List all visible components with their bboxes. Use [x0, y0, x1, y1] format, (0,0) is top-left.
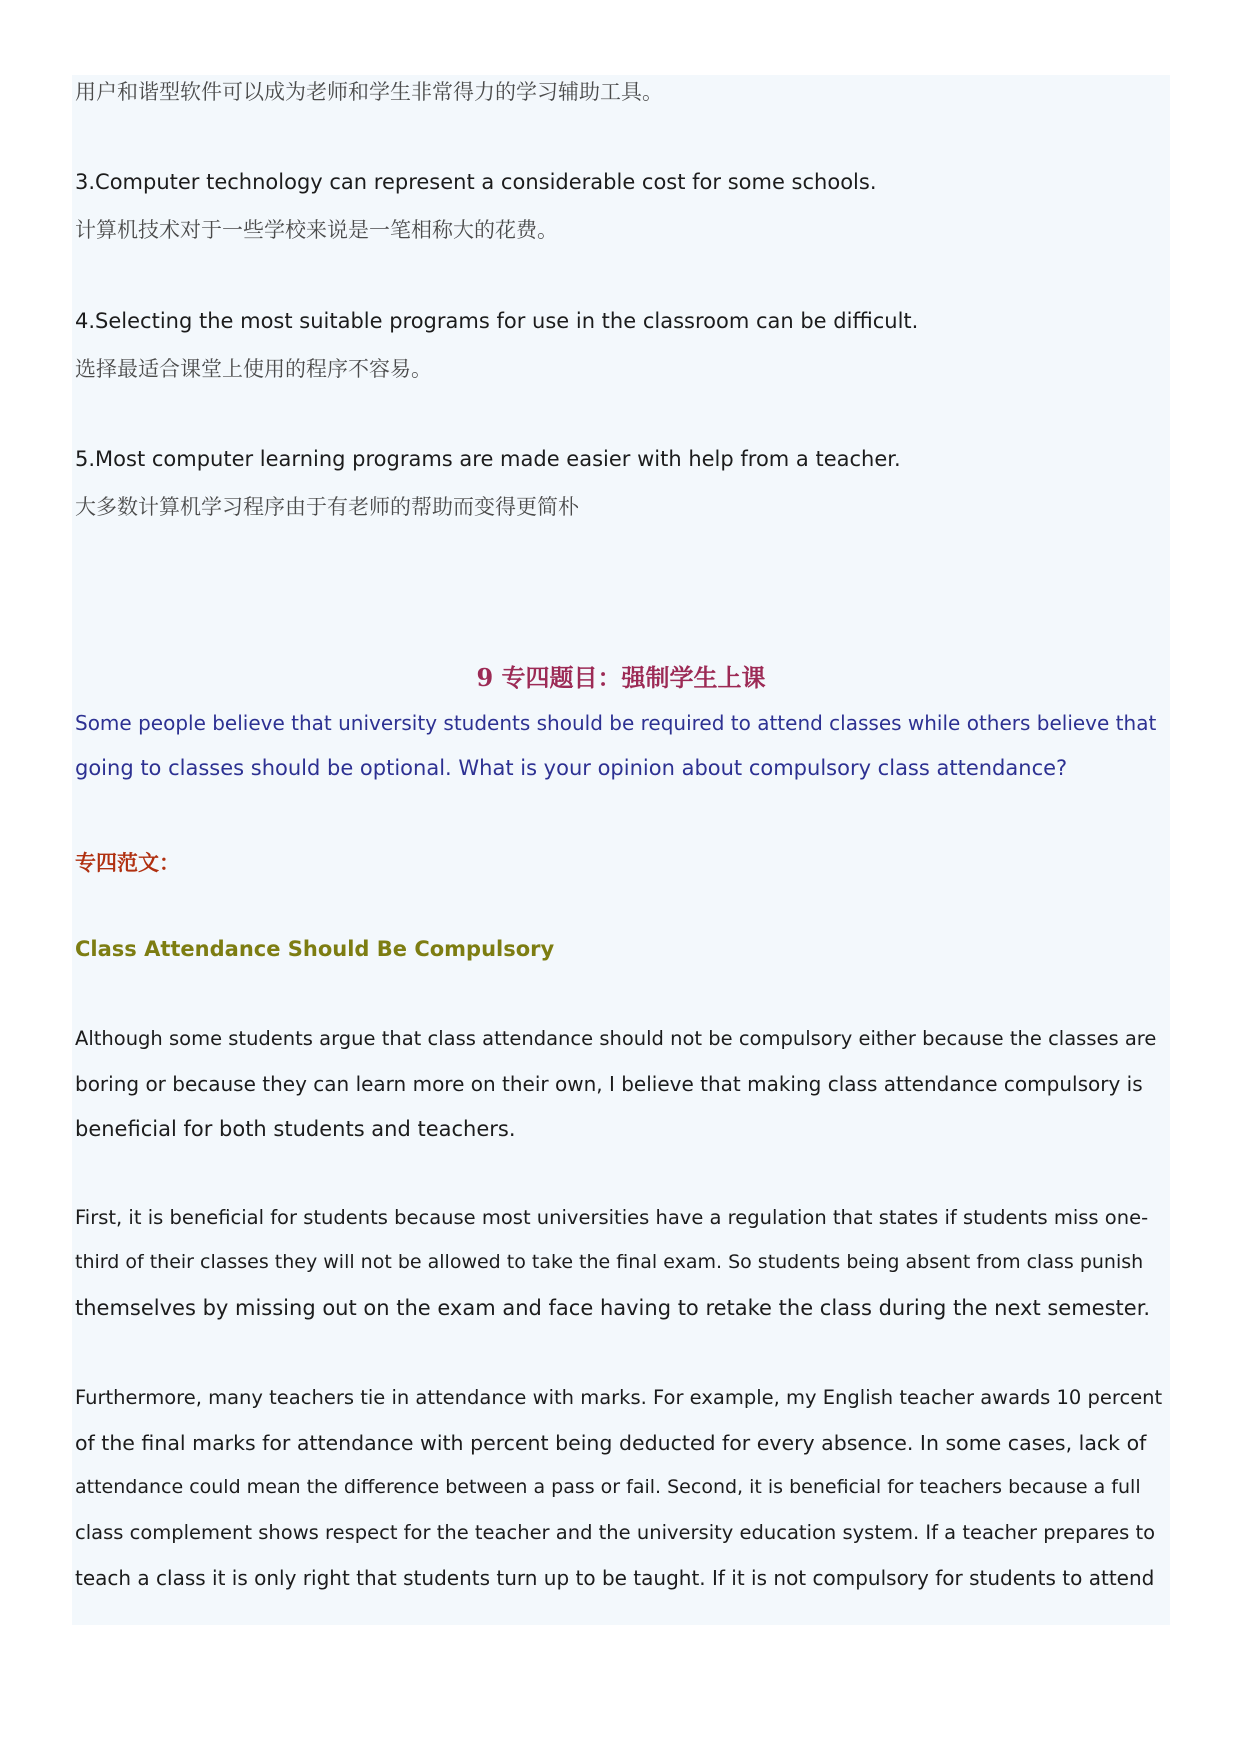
- model-essay-label: 专四范文：: [75, 850, 180, 875]
- essay-title: Class Attendance Should Be Compulsory: [75, 937, 555, 961]
- text-line: 5.Most computer learning programs are made easier with help from a teacher.: [75, 447, 901, 471]
- paragraph-line: boring or because they can learn more on their own, I believe that making class attendance compulsory is: [75, 1072, 1143, 1096]
- text-line: 用户和谐型软件可以成为老师和学生非常得力的学习辅助工具。: [75, 80, 663, 104]
- paragraph-line: beneficial for both students and teachers.: [75, 1117, 516, 1141]
- paragraph-line: third of their classes they will not be allowed to take the final exam. So students being absent from class punish: [75, 1251, 1144, 1273]
- prompt-line: Some people believe that university students should be required to attend classes while others believe that: [75, 711, 1157, 735]
- paragraph-line: teach a class it is only right that students turn up to be taught. If it is not compulsory for students to attend: [75, 1566, 1155, 1590]
- text-line: 4.Selecting the most suitable programs for use in the classroom can be difficult.: [75, 309, 919, 333]
- paragraph-line: of the final marks for attendance with percent being deducted for every absence. In some cases, lack of: [75, 1431, 1147, 1455]
- paragraph-line: themselves by missing out on the exam and face having to retake the class during the next semester.: [75, 1296, 1151, 1320]
- text-line: 计算机技术对于一些学校来说是一笔相称大的花费。: [75, 218, 558, 242]
- paragraph-line: First, it is beneficial for students because most universities have a regulation that states if students miss one-: [75, 1206, 1149, 1229]
- paragraph-line: Although some students argue that class attendance should not be compulsory either because the classes are: [75, 1027, 1157, 1050]
- text-line: 3.Computer technology can represent a considerable cost for some schools.: [75, 170, 877, 194]
- text-line: 选择最适合课堂上使用的程序不容易。: [75, 357, 432, 381]
- paragraph-line: Furthermore, many teachers tie in attendance with marks. For example, my English teacher awards 10 percent: [75, 1386, 1163, 1409]
- text-line: 大多数计算机学习程序由于有老师的帮助而变得更简朴: [75, 495, 579, 519]
- prompt-line: going to classes should be optional. What is your opinion about compulsory class attendance?: [75, 756, 1068, 780]
- paragraph-line: attendance could mean the difference between a pass or fail. Second, it is beneficial for teachers because a full: [75, 1476, 1141, 1498]
- paragraph-line: class complement shows respect for the teacher and the university education system. If a teacher prepares to: [75, 1521, 1156, 1544]
- section-title: 9 专四题目：强制学生上课: [476, 663, 766, 692]
